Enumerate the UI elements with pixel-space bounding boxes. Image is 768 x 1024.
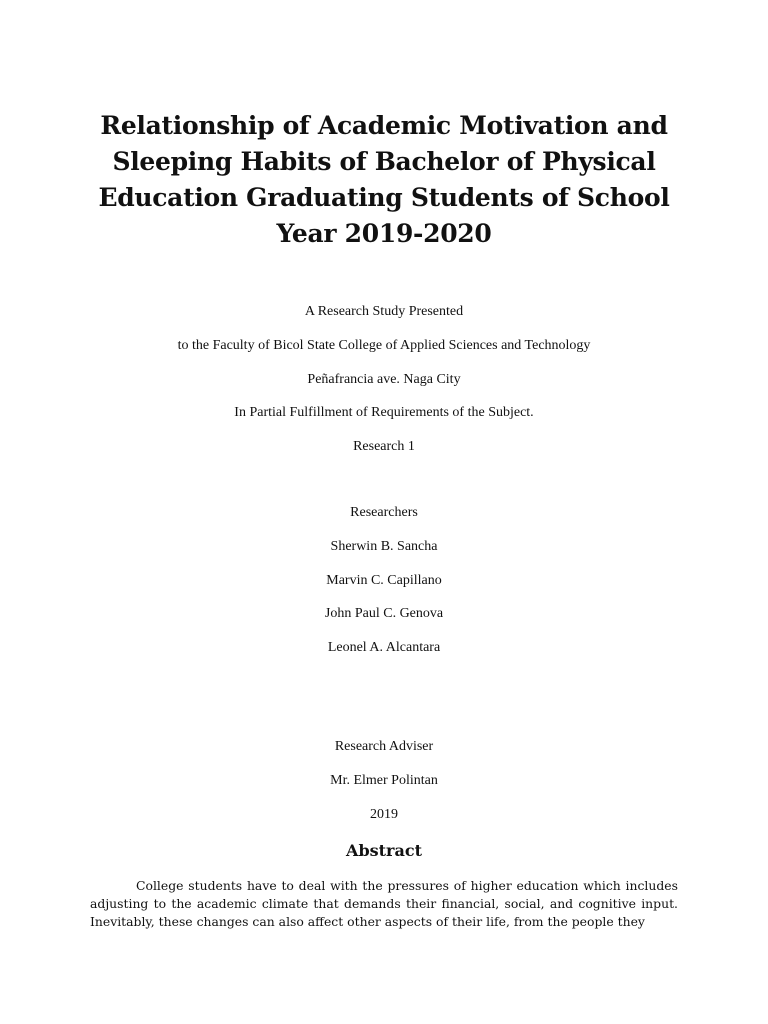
researcher-name: Sherwin B. Sancha (330, 539, 438, 554)
researcher-name: Marvin C. Capillano (326, 573, 442, 588)
presented-line: A Research Study Presented (304, 304, 464, 319)
researcher-name: John Paul C. Genova (324, 606, 444, 621)
adviser-label: Research Adviser (334, 739, 434, 754)
faculty-line: to the Faculty of Bicol State College of Applied Sciences and Technology (177, 338, 591, 353)
subject-line: Research 1 (353, 439, 415, 454)
abstract-heading: Abstract (346, 841, 422, 860)
adviser-name: Mr. Elmer Polintan (330, 773, 438, 788)
researcher-name: Leonel A. Alcantara (327, 640, 441, 655)
document-year: 2019 (370, 807, 398, 822)
address-line: Peñafrancia ave. Naga City (307, 372, 461, 387)
researchers-label: Researchers (350, 505, 418, 520)
abstract-paragraph: College students have to deal with the pressures of higher education which includes adjusting to the academic climate that demands their financial, social, and cognitive input. Inevitably, these changes can also affect other aspects of their life, from the people they (90, 878, 678, 929)
document-title: Relationship of Academic Motivation and Sleeping Habits of Bachelor of Physical Education Graduating Students of School Year 2019-2020 (98, 111, 670, 248)
fulfillment-line: In Partial Fulfillment of Requirements of the Subject. (234, 405, 534, 420)
